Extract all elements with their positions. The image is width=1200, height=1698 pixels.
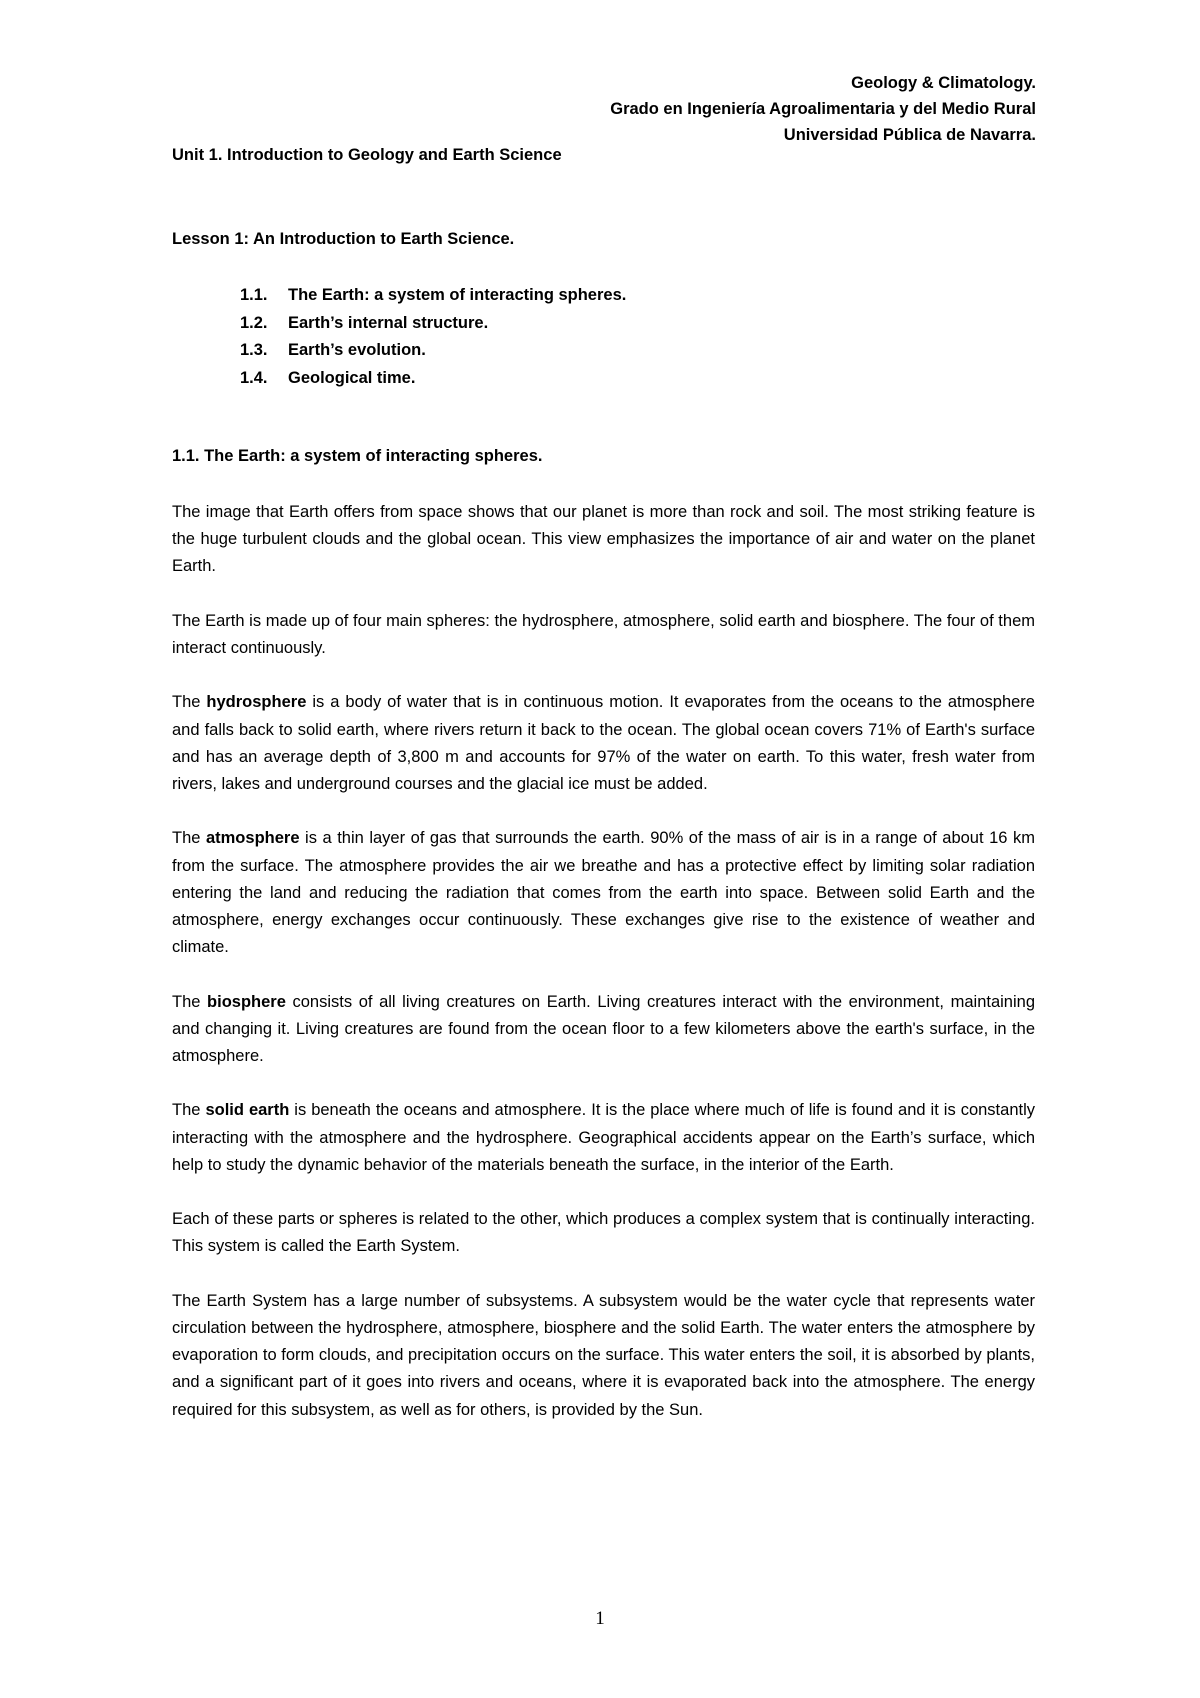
term-hydrosphere: hydrosphere — [206, 693, 307, 712]
unit-title: Unit 1. Introduction to Geology and Earth Science — [172, 146, 562, 164]
degree-name: Grado en Ingeniería Agroalimentaria y del Medio Rural — [610, 100, 1036, 118]
section-title: 1.1. The Earth: a system of interacting spheres. — [172, 447, 543, 465]
paragraph-solid-earth: The solid earth is beneath the oceans and atmosphere. It is the place where much of life is found and it is constantly interacting with the atmosphere and the hydrosphere. Geographical accidents appear on the Earth’s surface, which help to study the dynamic behavior of the materials beneath the surface, in the interior of the Earth. — [172, 1101, 1035, 1174]
lesson-title: Lesson 1: An Introduction to Earth Science. — [172, 230, 515, 248]
toc-item-number: 1.2. — [240, 313, 268, 332]
toc-item-number: 1.1. — [240, 286, 268, 304]
university-name: Universidad Pública de Navarra. — [783, 126, 1036, 144]
section-body — [172, 499, 1035, 1451]
toc-item-number: 1.4. — [240, 368, 268, 387]
page-number: 1 — [595, 1608, 605, 1629]
toc-item-label: Earth’s evolution. — [288, 341, 426, 359]
term-biosphere: biosphere — [207, 992, 286, 1011]
course-name: Geology & Climatology. — [851, 74, 1036, 92]
paragraph-earth-system: Each of these parts or spheres is related to the other, which produces a complex system that is continually interacting. This system is called the Earth System. — [172, 1210, 1035, 1256]
toc-item — [240, 337, 626, 365]
document-header — [610, 70, 1036, 148]
toc-item — [240, 282, 626, 310]
term-solid-earth: solid earth — [205, 1101, 290, 1120]
toc-item-label: The Earth: a system of interacting spheres. — [288, 286, 627, 304]
table-of-contents — [240, 282, 626, 392]
toc-item-number: 1.3. — [240, 341, 268, 359]
term-atmosphere: atmosphere — [205, 829, 300, 848]
paragraph-earth-from-space: The image that Earth offers from space shows that our planet is more than rock and soil. The most striking feature is the huge turbulent clouds and the global ocean. This view emphasizes the importance of air and water on the planet Earth. — [172, 503, 1035, 576]
toc-item-label: Geological time. — [288, 368, 416, 387]
paragraph-four-spheres: The Earth is made up of four main spheres: the hydrosphere, atmosphere, solid earth and biosphere. The four of them interact continuously. — [172, 611, 1035, 657]
paragraph-atmosphere: The atmosphere is a thin layer of gas that surrounds the earth. 90% of the mass of air is in a range of about 16 km from the surface. The atmosphere provides the air we breathe and has a protective effect by limiting solar radiation entering the land and reducing the radiation that comes from the earth into space. Between solid Earth and the atmosphere, energy exchanges occur continuously. These exchanges give rise to the existence of weather and climate. — [172, 829, 1035, 957]
toc-item-label: Earth’s internal structure. — [288, 313, 489, 332]
paragraph-hydrosphere: The hydrosphere is a body of water that is in continuous motion. It evaporates from the oceans to the atmosphere and falls back to solid earth, where rivers return it back to the ocean. The global ocean covers 71% of Earth's surface and has an average depth of 3,800 m and accounts for 97% of the water on earth. To this water, fresh water from rivers, lakes and underground courses and the glacial ice must be added. — [172, 693, 1035, 793]
paragraph-subsystems: The Earth System has a large number of subsystems. A subsystem would be the water cycle that represents water circulation between the hydrosphere, atmosphere, biosphere and the solid Earth. The water enters the atmosphere by evaporation to form clouds, and precipitation occurs on the surface. This water enters the soil, it is absorbed by plants, and a significant part of it goes into rivers and oceans, where it is evaporated back into the atmosphere. The energy required for this subsystem, as well as for others, is provided by the Sun. — [172, 1291, 1035, 1419]
toc-item — [240, 365, 626, 393]
paragraph-biosphere: The biosphere consists of all living creatures on Earth. Living creatures interact with the environment, maintaining and changing it. Living creatures are found from the ocean floor to a few kilometers above the earth's surface, in the atmosphere. — [172, 992, 1035, 1065]
toc-item — [240, 310, 626, 338]
